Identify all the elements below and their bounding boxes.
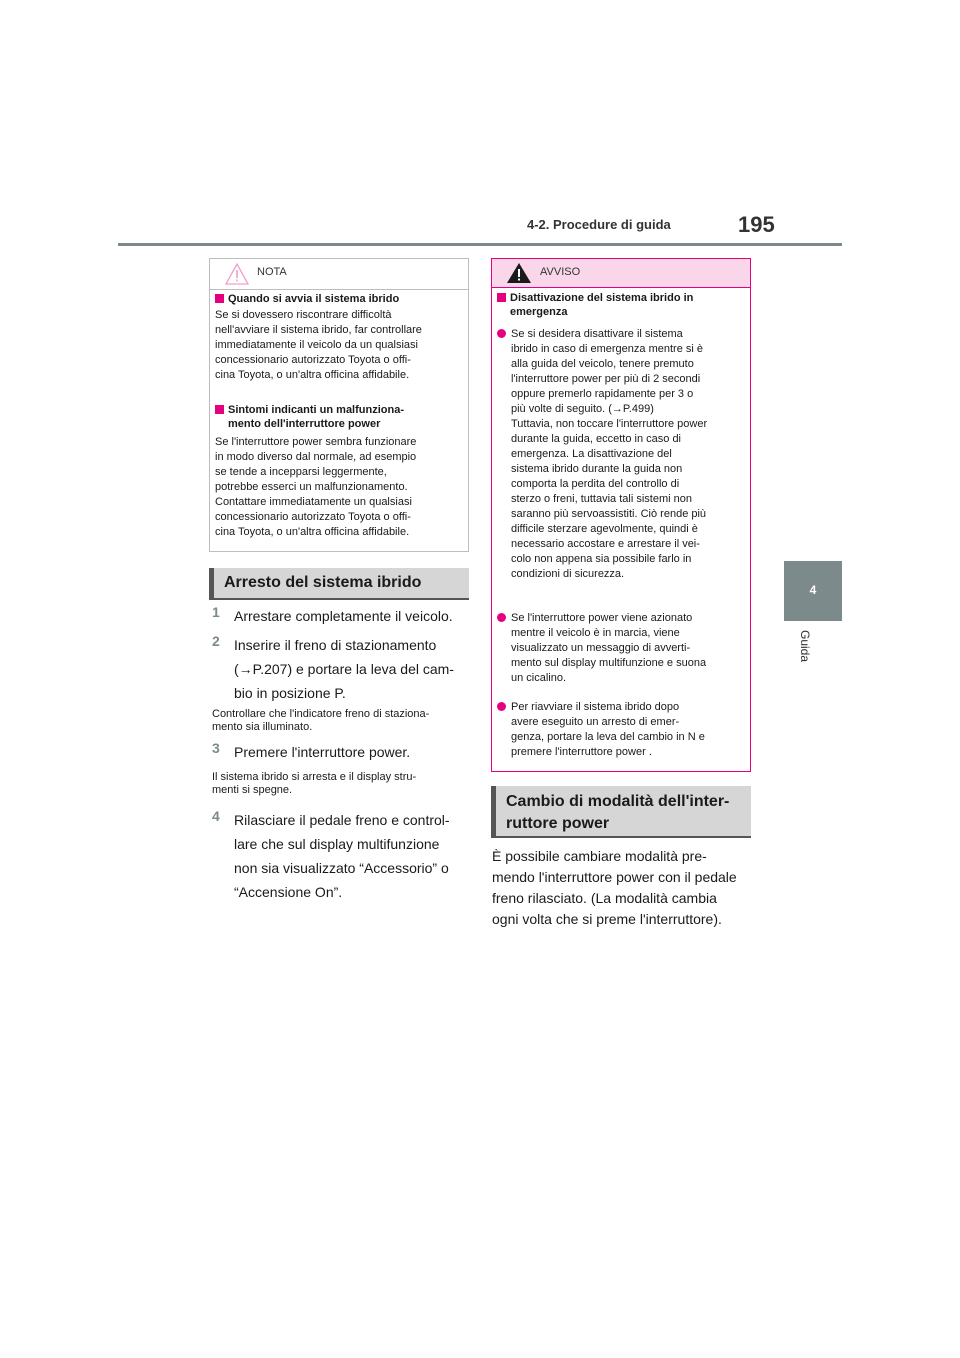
warning-bullet-3 — [497, 700, 749, 760]
warning-box — [491, 258, 751, 772]
text-line: mentre il veicolo è in marcia, viene — [511, 627, 680, 639]
text-line: Se si desidera disattivare il sistema — [511, 328, 683, 340]
text-line: bio in posizione P. — [234, 685, 346, 701]
round-bullet-icon — [497, 613, 506, 622]
caution-icon — [224, 262, 250, 291]
text-line: Inserire il freno di stazionamento — [234, 637, 437, 653]
text-line: genza, portare la leva del cambio in N e — [511, 731, 705, 743]
text-line: Cambio di modalità dell'inter- — [506, 793, 730, 810]
text-line: Controllare che l'indicatore freno di staziona- — [212, 708, 430, 720]
step-2-note — [212, 708, 472, 734]
text-line: potrebbe esserci un malfunzionamento. — [215, 481, 408, 493]
note-box — [209, 258, 469, 552]
note-section-1 — [215, 292, 465, 383]
text-line: concessionario autorizzato Toyota o offi- — [215, 511, 411, 523]
text-line: Se si dovessero riscontrare difficoltà — [215, 309, 392, 321]
note-paragraph — [215, 435, 465, 540]
header-rule — [118, 243, 842, 246]
square-bullet-icon — [215, 294, 224, 303]
note-title: NOTA — [257, 266, 287, 278]
step-3 — [212, 740, 472, 758]
text-line: l'interruttore power per più di 2 secondi — [511, 373, 701, 385]
text-line: (→P.207) e portare la leva del cam- — [234, 661, 454, 677]
text-line: mento sul display multifunzione e suona — [511, 657, 707, 669]
text-line: sterzo o freni, tuttavia tali sistemi non — [511, 493, 692, 505]
note-header — [210, 259, 468, 290]
step-1 — [212, 604, 472, 622]
text-line: “Accensione On”. — [234, 884, 343, 900]
step-number: 2 — [212, 633, 220, 649]
text-line: un cicalino. — [511, 672, 567, 684]
text-line: visualizzato un messaggio di avverti- — [511, 642, 691, 654]
warning-heading-text: Disattivazione del sistema ibrido in — [510, 292, 694, 304]
text-line: nell'avviare il sistema ibrido, far controllare — [215, 324, 422, 336]
step-number: 4 — [212, 808, 220, 824]
section-heading-text: Arresto del sistema ibrido — [224, 574, 422, 591]
text-line: cina Toyota, o un'altra officina affidabile. — [215, 369, 410, 381]
square-bullet-icon — [215, 405, 224, 414]
warning-title: AVVISO — [540, 266, 581, 278]
section-heading-cambio — [491, 786, 751, 838]
step-4 — [212, 808, 472, 900]
text-line: ibrido in caso di emergenza mentre si è — [511, 343, 703, 355]
text-line: sistema ibrido durante la guida non — [511, 463, 683, 475]
note-section-2 — [215, 403, 465, 540]
text-line: È possibile cambiare modalità pre- — [492, 848, 707, 864]
text-line: menti si spegne. — [212, 784, 293, 796]
section-heading-text — [506, 791, 729, 835]
text-line: più volte di seguito. (→P.499) — [511, 403, 654, 415]
text-line: difficile sterzare agevolmente, quindi è — [511, 523, 698, 535]
text-line: alla guida del veicolo, tenere premuto — [511, 358, 694, 370]
text-line: comporta la perdita del controllo di — [511, 478, 680, 490]
note-heading — [215, 292, 465, 306]
warning-bullet-2 — [497, 611, 749, 686]
text-line: saranno più servoassistiti. Ciò rende più — [511, 508, 707, 520]
text-line: colo non appena sia possibile farlo in — [511, 553, 692, 565]
text-line: durante la guida, eccetto in caso di — [511, 433, 682, 445]
square-bullet-icon — [497, 293, 506, 302]
note-heading-text: mento dell'interruttore power — [228, 418, 381, 430]
section-title: 4-2. Procedure di guida — [527, 217, 671, 232]
text-line: immediatamente il veicolo da un qualsiasi — [215, 339, 418, 351]
note-heading-text: Quando si avvia il sistema ibrido — [228, 293, 400, 305]
text-line: Rilasciare il pedale freno e control- — [234, 812, 450, 828]
note-heading — [215, 403, 465, 431]
text-line: emergenza. La disattivazione del — [511, 448, 672, 460]
note-heading-text: Sintomi indicanti un malfunziona- — [228, 404, 404, 416]
text-line: condizioni di sicurezza. — [511, 568, 625, 580]
text-line: Se l'interruttore power viene azionato — [511, 612, 693, 624]
step-number: 3 — [212, 740, 220, 756]
warning-bullet-1 — [497, 327, 749, 582]
step-3-note — [212, 771, 472, 797]
warning-header — [492, 259, 750, 288]
step-text — [234, 808, 474, 904]
text-line: Contattare immediatamente un qualsiasi — [215, 496, 412, 508]
chapter-number: 4 — [809, 583, 817, 597]
text-line: mendo l'interruttore power con il pedale — [492, 869, 737, 885]
round-bullet-icon — [497, 329, 506, 338]
text-line: lare che sul display multifunzione — [234, 836, 440, 852]
warning-heading-text: emergenza — [510, 306, 568, 318]
text-line: avere eseguito un arresto di emer- — [511, 716, 680, 728]
step-text: Arrestare completamente il veicolo. — [234, 608, 453, 624]
text-line: concessionario autorizzato Toyota o offi- — [215, 354, 411, 366]
text-line: ruttore power — [506, 815, 610, 832]
section-heading-arresto — [209, 568, 469, 600]
text-line: Il sistema ibrido si arresta e il display stru- — [212, 771, 417, 783]
text-line: Tuttavia, non toccare l'interruttore power — [511, 418, 708, 430]
step-number: 1 — [212, 604, 220, 620]
section2-body — [492, 846, 762, 930]
chapter-label: Guida — [798, 630, 812, 663]
text-line: in modo diverso dal normale, ad esempio — [215, 451, 417, 463]
text-line: Per riavviare il sistema ibrido dopo — [511, 701, 680, 713]
text-line: ogni volta che si preme l'interruttore). — [492, 911, 722, 927]
step-text — [234, 633, 474, 705]
page-number: 195 — [738, 212, 775, 237]
text-line: freno rilasciato. (La modalità cambia — [492, 890, 717, 906]
text-line: Se l'interruttore power sembra funzionare — [215, 436, 417, 448]
text-line: necessario accostare e arrestare il vei- — [511, 538, 700, 550]
step-2 — [212, 633, 472, 701]
note-paragraph — [215, 308, 465, 383]
round-bullet-icon — [497, 702, 506, 711]
text-line: mento sia illuminato. — [212, 721, 313, 733]
text-line: oppure premerlo rapidamente per 3 o — [511, 388, 694, 400]
text-line: se tende a incepparsi leggermente, — [215, 466, 387, 478]
text-line: non sia visualizzato “Accessorio” o — [234, 860, 449, 876]
step-text: Premere l'interruttore power. — [234, 744, 411, 760]
warning-icon — [506, 262, 532, 289]
warning-heading — [497, 291, 747, 319]
text-line: cina Toyota, o un'altra officina affidabile. — [215, 526, 410, 538]
text-line: premere l'interruttore power . — [511, 746, 652, 758]
